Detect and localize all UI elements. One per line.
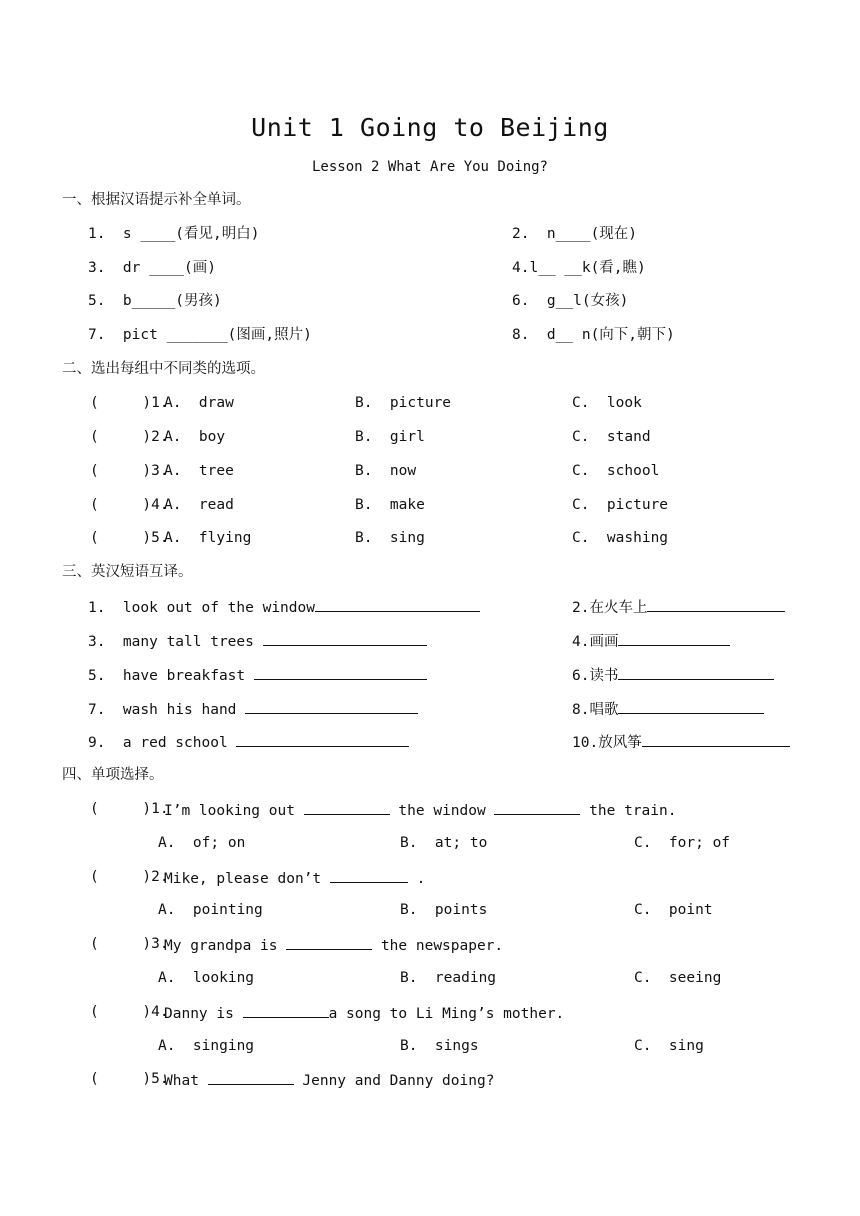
option-c: C. picture [572, 497, 669, 513]
phrase-text: 2.在火车上 [572, 600, 648, 616]
stem-text: I’m looking out [164, 803, 304, 819]
answer-blank[interactable] [494, 799, 580, 815]
answer-blank[interactable] [618, 698, 764, 714]
option-a: A. draw [164, 395, 234, 411]
stem-text: . [407, 871, 426, 887]
option-a: A. flying [164, 530, 252, 546]
answer-blank[interactable] [304, 799, 390, 815]
phrase-text: 4.画画 [572, 634, 619, 650]
question-stem [164, 867, 425, 889]
phrase-text: 6.读书 [572, 668, 619, 684]
option-c: C. sing [634, 1038, 704, 1054]
section4-heading: 四、单项选择。 [62, 767, 164, 783]
answer-blank[interactable] [208, 1069, 294, 1085]
answer-blank[interactable] [315, 596, 480, 612]
options-row [0, 900, 860, 920]
option-b: B. sing [355, 530, 425, 546]
word-item: 6. g__l(女孩) [512, 293, 629, 309]
phrase-left [88, 731, 409, 753]
option-c: C. washing [572, 530, 669, 546]
word-item: 8. d__ n(向下,朝下) [512, 327, 675, 343]
option-a: A. read [164, 497, 234, 513]
stem-text: What [164, 1073, 208, 1089]
answer-blank[interactable] [263, 630, 427, 646]
section2-heading: 二、选出每组中不同类的选项。 [62, 361, 265, 377]
phrase-text: 3. many tall trees [88, 634, 263, 650]
stem-text: a song to Li Ming’s mother. [328, 1006, 565, 1022]
translation-row [0, 630, 860, 650]
stem-text: My grandpa is [164, 938, 287, 954]
option-a: A. looking [158, 970, 255, 986]
choice-row [0, 461, 860, 481]
option-b: B. at; to [400, 835, 488, 851]
page-title: Unit 1 Going to Beijing [251, 113, 609, 142]
stem-text: Danny is [164, 1006, 243, 1022]
phrase-text: 7. wash his hand [88, 702, 246, 718]
phrase-text: 1. look out of the window [88, 600, 315, 616]
translation-row [0, 664, 860, 684]
word-item: 3. dr ____(画) [88, 260, 216, 276]
phrase-left [88, 698, 418, 720]
phrase-left [88, 664, 427, 686]
question-number: ( )1. [90, 801, 169, 817]
question-number: ( )3. [90, 463, 169, 479]
question-number: ( )4. [90, 1004, 169, 1020]
phrase-left [88, 630, 427, 652]
phrase-left [88, 596, 480, 618]
choice-row [0, 528, 860, 548]
option-c: C. for; of [634, 835, 731, 851]
answer-blank[interactable] [254, 664, 427, 680]
choice-row [0, 393, 860, 413]
translation-row [0, 698, 860, 718]
translation-row [0, 596, 860, 616]
option-a: A. boy [164, 429, 226, 445]
answer-blank[interactable] [243, 1002, 329, 1018]
question-stem [164, 799, 676, 821]
option-c: C. stand [572, 429, 651, 445]
option-c: C. school [572, 463, 660, 479]
phrase-text: 9. a red school [88, 735, 237, 751]
stem-text: the window [389, 803, 495, 819]
option-b: B. girl [355, 429, 425, 445]
answer-blank[interactable] [330, 867, 408, 883]
option-b: B. sings [400, 1038, 479, 1054]
question-number: ( )2. [90, 429, 169, 445]
option-a: A. of; on [158, 835, 246, 851]
question-number: ( )1. [90, 395, 169, 411]
option-a: A. pointing [158, 902, 263, 918]
option-b: B. make [355, 497, 425, 513]
phrase-right [572, 630, 730, 652]
answer-blank[interactable] [236, 731, 409, 747]
choice-row [0, 495, 860, 515]
question-stem [164, 934, 503, 956]
section1-heading: 一、根据汉语提示补全单词。 [62, 192, 251, 208]
options-row [0, 968, 860, 988]
answer-blank[interactable] [286, 934, 372, 950]
option-a: A. tree [164, 463, 234, 479]
word-item: 4.l__ __k(看,瞧) [512, 260, 646, 276]
option-b: B. now [355, 463, 417, 479]
options-row [0, 833, 860, 853]
answer-blank[interactable] [618, 630, 730, 646]
phrase-right [572, 664, 774, 686]
option-c: C. seeing [634, 970, 722, 986]
phrase-text: 8.唱歌 [572, 702, 619, 718]
answer-blank[interactable] [245, 698, 418, 714]
question-row [0, 1002, 860, 1022]
question-number: ( )2. [90, 869, 169, 885]
option-b: B. reading [400, 970, 497, 986]
phrase-right [572, 698, 764, 720]
question-stem [164, 1069, 494, 1091]
option-a: A. singing [158, 1038, 255, 1054]
question-number: ( )5. [90, 1071, 169, 1087]
choice-row [0, 427, 860, 447]
translation-row [0, 731, 860, 751]
option-b: B. points [400, 902, 488, 918]
option-b: B. picture [355, 395, 452, 411]
stem-text: the train. [580, 803, 677, 819]
section1-row [0, 325, 860, 345]
phrase-right [572, 731, 790, 753]
question-row [0, 1069, 860, 1089]
stem-text: Mike, please don’t [164, 871, 330, 887]
question-stem [164, 1002, 564, 1024]
section1-row [0, 224, 860, 244]
stem-text: Jenny and Danny doing? [293, 1073, 495, 1089]
options-row [0, 1036, 860, 1056]
question-row [0, 799, 860, 819]
word-item: 1. s ____(看见,明白) [88, 226, 260, 242]
stem-text: the newspaper. [372, 938, 504, 954]
answer-blank[interactable] [642, 731, 790, 747]
question-row [0, 867, 860, 887]
phrase-text: 10.放风筝 [572, 735, 642, 751]
word-item: 5. b_____(男孩) [88, 293, 222, 309]
option-c: C. point [634, 902, 713, 918]
word-item: 2. n____(现在) [512, 226, 638, 242]
question-number: ( )4. [90, 497, 169, 513]
section3-heading: 三、英汉短语互译。 [62, 564, 193, 580]
section1-row [0, 291, 860, 311]
question-number: ( )3. [90, 936, 169, 952]
answer-blank[interactable] [647, 596, 785, 612]
question-row [0, 934, 860, 954]
option-c: C. look [572, 395, 642, 411]
answer-blank[interactable] [618, 664, 774, 680]
question-number: ( )5. [90, 530, 169, 546]
page-subtitle: Lesson 2 What Are You Doing? [311, 159, 548, 175]
section1-row [0, 258, 860, 278]
phrase-text: 5. have breakfast [88, 668, 254, 684]
word-item: 7. pict _______(图画,照片) [88, 327, 312, 343]
phrase-right [572, 596, 785, 618]
